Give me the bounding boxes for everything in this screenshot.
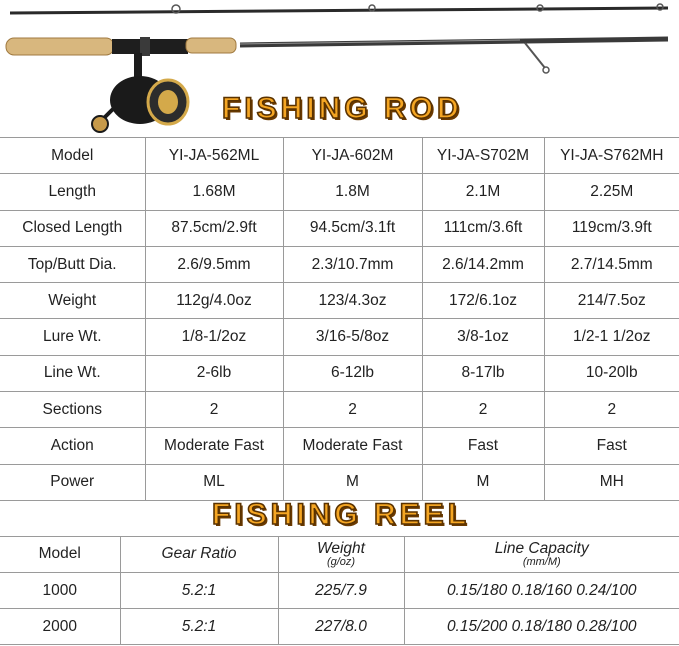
rod-spec-cell: Fast — [544, 428, 679, 464]
reel-spec-cell: 0.15/180 0.18/160 0.24/100 — [404, 573, 679, 609]
rod-spec-cell: 111cm/3.6ft — [422, 210, 544, 246]
rod-spec-cell: 3/16-5/8oz — [283, 319, 422, 355]
rod-spec-cell: Moderate Fast — [283, 428, 422, 464]
cork-grip-rear — [6, 38, 114, 55]
rod-spec-label: Model — [0, 138, 145, 174]
rod-spec-row — [0, 283, 679, 319]
reel-spec-cell: 5.2:1 — [120, 573, 278, 609]
rod-spec-row — [0, 246, 679, 282]
reel-model-cell: 2000 — [0, 609, 120, 645]
rod-spec-cell: 2.6/9.5mm — [145, 246, 283, 282]
reel-header-line-capacity-unit: (mm/M) — [522, 555, 561, 568]
reel-header-gear-ratio: Gear Ratio — [120, 537, 278, 573]
rod-spec-cell: 1.68M — [145, 174, 283, 210]
reel-header-line-capacity — [404, 537, 679, 573]
rod-section-heading: FISHING ROD — [222, 92, 463, 125]
reel-spec-cell: 225/7.9 — [278, 573, 404, 609]
rod-spec-table — [0, 137, 679, 501]
rod-spec-label: Lure Wt. — [0, 319, 145, 355]
rod-spec-label: Weight — [0, 283, 145, 319]
reel-spec-row — [0, 573, 679, 609]
rod-spec-row — [0, 464, 679, 500]
rod-spec-cell: 123/4.3oz — [283, 283, 422, 319]
reel-spec-table — [0, 536, 679, 645]
rod-spec-cell: Moderate Fast — [145, 428, 283, 464]
rod-spec-label: Closed Length — [0, 210, 145, 246]
reel-header-model: Model — [0, 537, 120, 573]
rod-spec-cell: 10-20lb — [544, 355, 679, 391]
rod-spec-cell: 2 — [422, 392, 544, 428]
rod-spec-cell: 172/6.1oz — [422, 283, 544, 319]
rod-spec-row — [0, 355, 679, 391]
rod-spec-cell: M — [422, 464, 544, 500]
rod-top-section — [10, 8, 668, 13]
rod-spec-cell: 3/8-1oz — [422, 319, 544, 355]
reel-header-row — [0, 537, 679, 573]
rod-spec-cell: 2-6lb — [145, 355, 283, 391]
rod-spec-row — [0, 428, 679, 464]
rod-spec-cell: 87.5cm/2.9ft — [145, 210, 283, 246]
rod-spec-cell: 6-12lb — [283, 355, 422, 391]
rod-spec-row — [0, 319, 679, 355]
rod-spec-cell: ML — [145, 464, 283, 500]
reel-knob — [92, 116, 108, 132]
rod-spec-cell: 2.3/10.7mm — [283, 246, 422, 282]
rod-blank — [240, 39, 668, 45]
rod-spec-cell: 2 — [544, 392, 679, 428]
rod-spec-label: Action — [0, 428, 145, 464]
rod-spec-cell: 2 — [145, 392, 283, 428]
rod-spec-cell: YI-JA-S702M — [422, 138, 544, 174]
reel-spec-cell: 227/8.0 — [278, 609, 404, 645]
reel-section-heading: FISHING REEL — [212, 498, 471, 531]
rod-spec-row — [0, 174, 679, 210]
rod-spec-cell: MH — [544, 464, 679, 500]
rod-spec-cell: 1.8M — [283, 174, 422, 210]
rod-spec-cell: 2.6/14.2mm — [422, 246, 544, 282]
rod-spec-cell: YI-JA-602M — [283, 138, 422, 174]
rod-spec-cell: 119cm/3.9ft — [544, 210, 679, 246]
rod-spec-cell: 1/8-1/2oz — [145, 319, 283, 355]
rod-spec-label: Line Wt. — [0, 355, 145, 391]
rod-guide — [525, 43, 545, 68]
rod-spec-cell: 2.7/14.5mm — [544, 246, 679, 282]
reel-header-weight-label: Weight — [317, 539, 365, 557]
rod-spec-cell: 214/7.5oz — [544, 283, 679, 319]
rod-spec-cell: 1/2-1 1/2oz — [544, 319, 679, 355]
rod-spec-label: Length — [0, 174, 145, 210]
rod-spec-label: Sections — [0, 392, 145, 428]
rod-spec-cell: 112g/4.0oz — [145, 283, 283, 319]
rod-spec-label: Top/Butt Dia. — [0, 246, 145, 282]
rod-spec-cell: YI-JA-562ML — [145, 138, 283, 174]
rod-spec-cell: 2.25M — [544, 174, 679, 210]
rod-spec-cell: YI-JA-S762MH — [544, 138, 679, 174]
reel-spec-cell: 5.2:1 — [120, 609, 278, 645]
reel-header-line-capacity-label: Line Capacity — [494, 539, 589, 557]
rod-spec-label: Power — [0, 464, 145, 500]
rod-spec-row — [0, 392, 679, 428]
rod-spec-cell: 94.5cm/3.1ft — [283, 210, 422, 246]
rod-spec-cell: M — [283, 464, 422, 500]
reel-header-weight-unit: (g/oz) — [326, 555, 356, 568]
rod-spec-cell: 2 — [283, 392, 422, 428]
reel-model-cell: 1000 — [0, 573, 120, 609]
rod-spec-cell: 8-17lb — [422, 355, 544, 391]
cork-grip-fore — [186, 38, 236, 53]
reel-spec-row — [0, 609, 679, 645]
rod-spec-cell: 2.1M — [422, 174, 544, 210]
rod-spec-row — [0, 138, 679, 174]
rod-spec-row — [0, 210, 679, 246]
rod-spec-cell: Fast — [422, 428, 544, 464]
reel-header-weight — [278, 537, 404, 573]
reel-spec-cell: 0.15/200 0.18/180 0.28/100 — [404, 609, 679, 645]
reel-stem — [134, 53, 142, 79]
